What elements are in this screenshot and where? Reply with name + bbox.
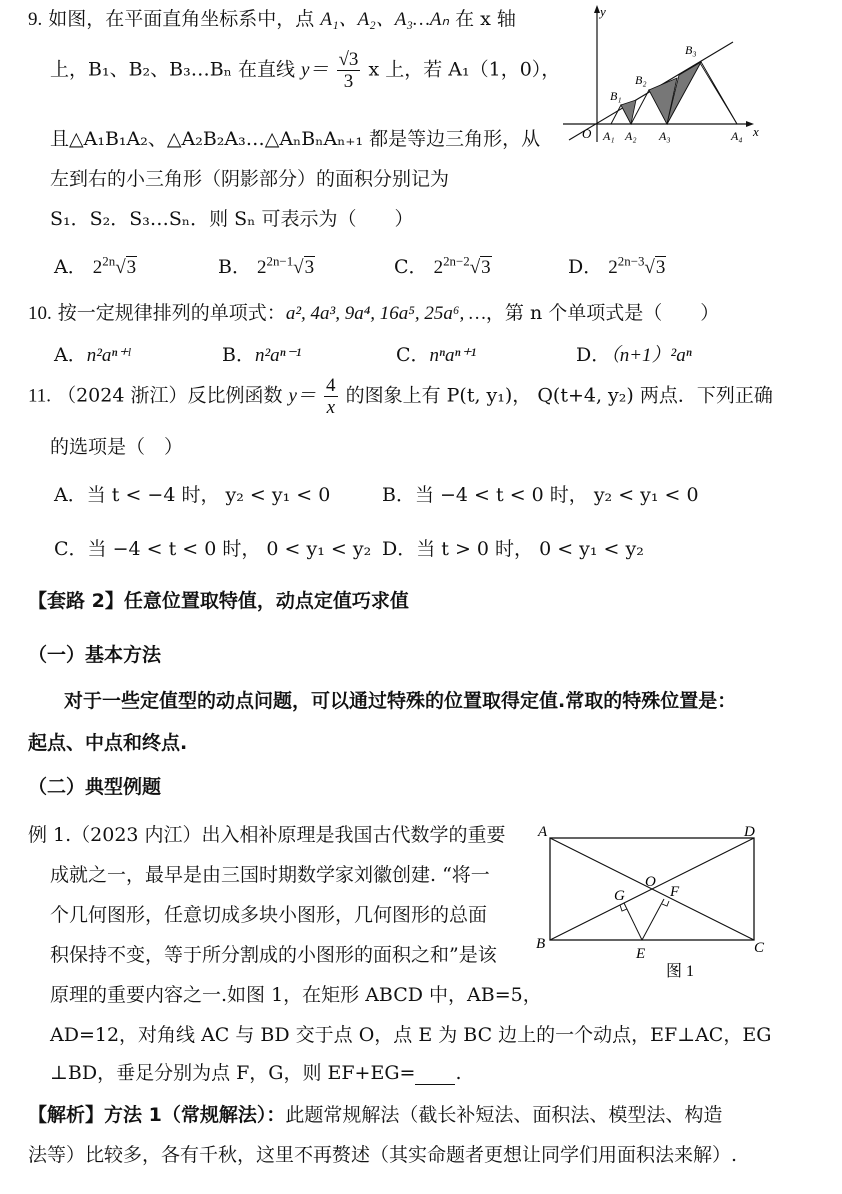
- section-sub1: （一）基本方法: [28, 644, 162, 666]
- q11-eq: y＝: [288, 385, 316, 407]
- segment-EG: [624, 903, 642, 940]
- example1-line1: 例 1.（2023 内江）出入相补原理是我国古代数学的重要: [28, 824, 506, 846]
- q9-option-a[interactable]: A． $2^{2n}√3$: [54, 253, 137, 278]
- q10-text-a: 按一定规律排列的单项式：: [57, 302, 286, 324]
- q11-option-a[interactable]: A．当 t < −4 时， y₂ < y₁ < 0: [54, 484, 331, 506]
- label-x: x: [753, 124, 759, 139]
- section-para1-line2: 起点、中点和终点.: [28, 732, 188, 754]
- q11-frac-den: x: [326, 397, 335, 418]
- q9-option-b[interactable]: B． $2^{2n-1}√3$: [218, 253, 315, 278]
- label-E: E: [636, 946, 646, 962]
- analysis-tag: 【解析】方法 1（常规解法）：: [28, 1104, 286, 1126]
- example1-figure: [532, 818, 772, 988]
- figure-caption: 图 1: [666, 963, 695, 980]
- label-D: D: [744, 824, 755, 840]
- example1-line5: 原理的重要内容之一.如图 1，在矩形 ABCD 中，AB=5，: [50, 984, 542, 1006]
- label-A1: A₁: [603, 129, 615, 143]
- q11-fraction: [324, 376, 338, 417]
- q11-number: 11.: [28, 385, 52, 407]
- q9-fraction: [337, 50, 361, 91]
- q9-line2-a: 上，B₁、B₂、B₃…Bₙ 在直线: [50, 58, 295, 81]
- q9-line1-points: A₁、A₂、A₃…Aₙ: [320, 9, 450, 30]
- q9-figure: [555, 2, 765, 148]
- shaded-triangle-3: [700, 62, 737, 124]
- label-O: O: [645, 874, 656, 890]
- q9-option-c[interactable]: C． $2^{2n-2}√3$: [394, 253, 491, 278]
- q10-stem: [28, 298, 719, 325]
- label-O: O: [582, 126, 592, 141]
- label-A4: A₄: [731, 129, 743, 143]
- q9-line2-b: x 上，若 A₁（1，0），: [368, 58, 561, 81]
- segment-EF: [642, 899, 664, 940]
- shaded-triangle-1: [621, 100, 636, 124]
- q9-line2: [50, 50, 560, 91]
- section-sub2: （二）典型例题: [28, 776, 162, 798]
- q10-option-c[interactable]: C．nⁿaⁿ⁺¹: [396, 344, 477, 366]
- q9-line4: 左到右的小三角形（阴影部分）的面积分别记为: [50, 168, 450, 190]
- section-title: 【套路 2】任意位置取特值，动点定值巧求值: [28, 590, 409, 612]
- q11-frac-num: 4: [326, 375, 336, 396]
- label-C: C: [754, 940, 765, 956]
- q9-frac-den: 3: [343, 71, 354, 92]
- q9-line3: 且△A₁B₁A₂、△A₂B₂A₃…△AₙBₙAₙ₊₁ 都是等边三角形，从: [50, 128, 541, 150]
- q10-option-b[interactable]: B．n²aⁿ⁻¹: [222, 344, 302, 366]
- q9-number: 9.: [28, 9, 43, 30]
- q9-line1-text: 如图，在平面直角坐标系中，点: [48, 8, 315, 30]
- label-B: B: [536, 936, 546, 952]
- section-para1-line1: 对于一些定值型的动点问题，可以通过特殊的位置取得定值.常取的特殊位置是：: [64, 690, 737, 712]
- label-A3: A₃: [659, 129, 671, 143]
- analysis-line1-rest: 此题常规解法（截长补短法、面积法、模型法、构造: [285, 1104, 723, 1126]
- q10-terms: a², 4a³, 9a⁴, 16a⁵, 25a⁶, …: [285, 303, 486, 324]
- q9-line5: S₁．S₂．S₃…Sₙ．则 Sₙ 可表示为（ ）: [50, 208, 414, 230]
- answer-blank[interactable]: [415, 1066, 455, 1085]
- q11-option-c[interactable]: C．当 −4 < t < 0 时， 0 < y₁ < y₂: [54, 538, 372, 560]
- example1-line3: 个几何图形，任意切成多块小图形，几何图形的总面: [50, 904, 488, 926]
- example1-line4: 积保持不变，等于所分割成的小图形的面积之和”是该: [50, 944, 497, 966]
- q10-option-d[interactable]: D．（n+1）²aⁿ: [576, 344, 692, 366]
- q9-frac-num: √3: [338, 49, 359, 70]
- label-B3: B₃: [685, 43, 697, 57]
- q11-option-d[interactable]: D．当 t > 0 时， 0 < y₁ < y₂: [382, 538, 644, 560]
- q9-line1: [28, 4, 516, 31]
- q9-option-d[interactable]: D． $2^{2n-3}√3$: [568, 253, 666, 278]
- analysis-line1: [28, 1100, 722, 1127]
- q9-line2-eq: y＝: [301, 59, 329, 81]
- q10-text-b: ，第 n 个单项式是（ ）: [485, 302, 720, 324]
- q11-line2: 的选项是（ ）: [50, 436, 184, 458]
- q9-line1-end: 在 x 轴: [455, 8, 516, 30]
- q11-text-a: （2024 浙江）反比例函数: [57, 384, 283, 407]
- label-G: G: [614, 888, 625, 904]
- q11-text-b: 的图象上有 P(t, y₁)， Q(t+4, y₂) 两点．下列正确: [345, 384, 773, 407]
- q10-option-a[interactable]: A．n²aⁿ⁺ˡ: [54, 344, 131, 366]
- label-F: F: [670, 884, 680, 900]
- example1-line6: AD=12，对角线 AC 与 BD 交于点 O，点 E 为 BC 边上的一个动点，EF⊥AC，EG: [50, 1024, 772, 1046]
- label-B2: B₂: [635, 73, 647, 87]
- q10-number: 10.: [28, 303, 52, 324]
- label-A2: A₂: [625, 129, 637, 143]
- q11-line1: [28, 376, 773, 417]
- example1-line7: ⊥BD，垂足分别为点 F，G，则 EF+EG= .: [50, 1062, 462, 1084]
- example1-line2: 成就之一，最早是由三国时期数学家刘徽创建. “将一: [50, 864, 490, 886]
- label-A: A: [538, 824, 548, 840]
- label-y: y: [600, 4, 606, 19]
- analysis-line2: 法等）比较多，各有千秋，这里不再赘述（其实命题者更想让同学们用面积法来解）.: [28, 1144, 738, 1166]
- label-B1: B₁: [610, 89, 622, 103]
- q11-option-b[interactable]: B．当 −4 < t < 0 时， y₂ < y₁ < 0: [382, 484, 699, 506]
